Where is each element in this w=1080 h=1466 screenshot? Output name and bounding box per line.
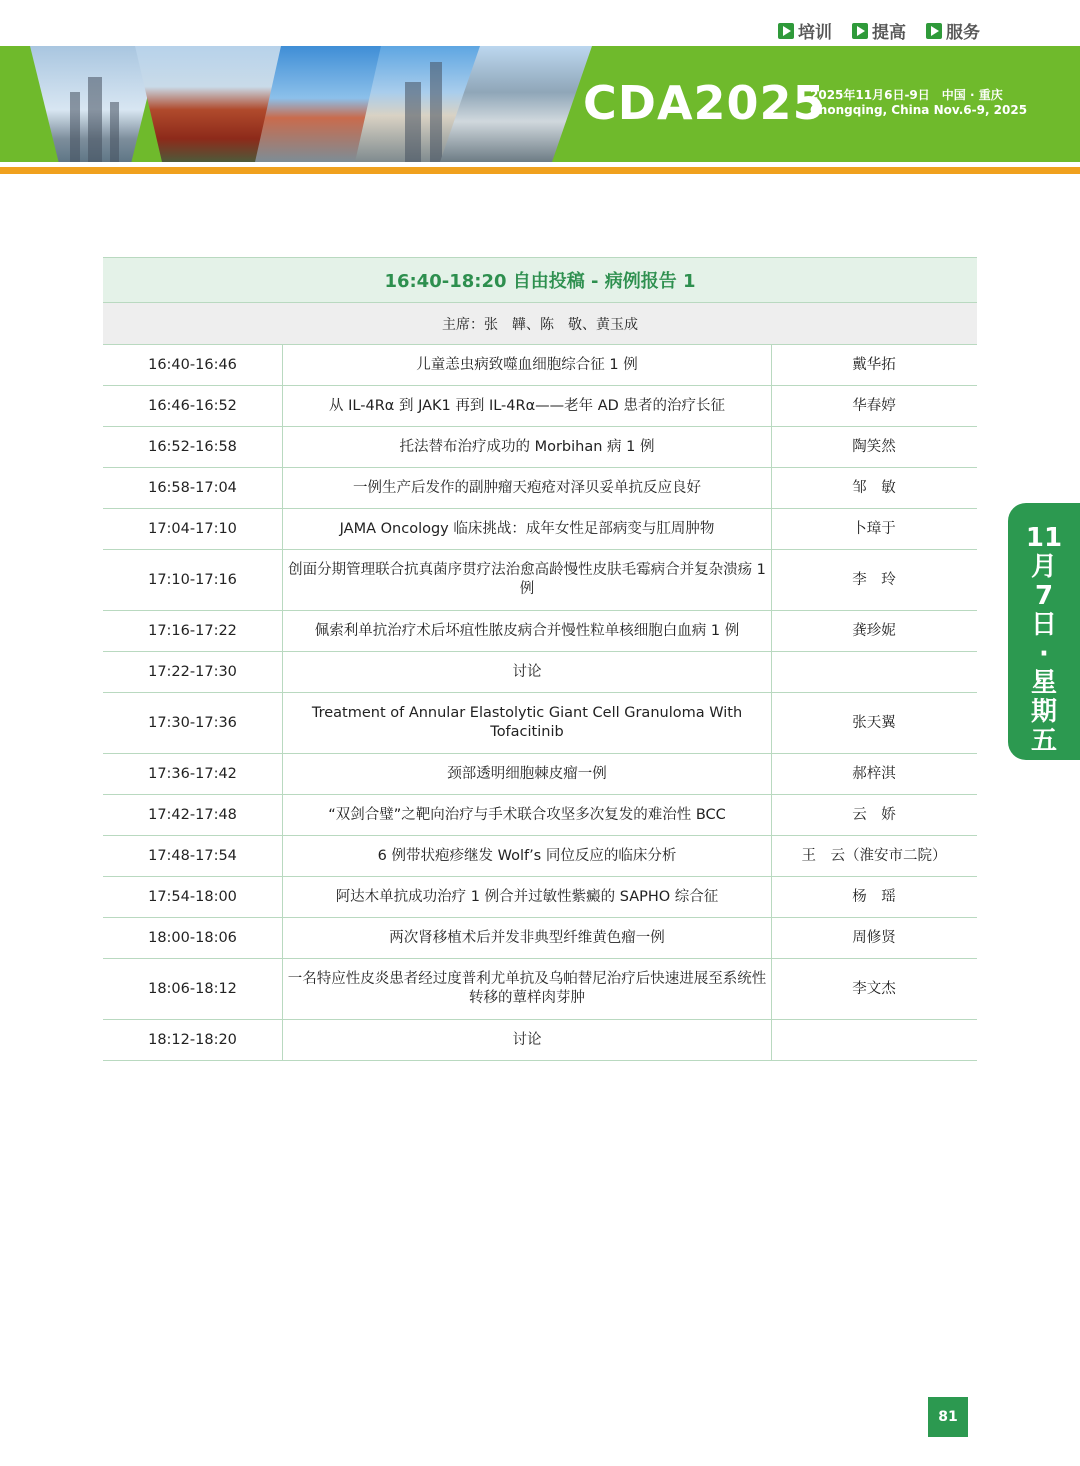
time-cell: 16:40-16:46 bbox=[103, 345, 283, 385]
nav-item-service: 服务 bbox=[926, 18, 980, 43]
speaker-cell: 李 玲 bbox=[852, 571, 896, 588]
topic-cell: 阿达木单抗成功治疗 1 例合并过敏性紫癜的 SAPHO 综合征 bbox=[283, 877, 772, 917]
speaker-cell: 杨 瑶 bbox=[852, 888, 896, 905]
speaker-cell: 华春婷 bbox=[852, 397, 896, 414]
table-row bbox=[103, 652, 977, 693]
top-nav bbox=[778, 18, 980, 43]
nav-item-training: 培训 bbox=[778, 18, 832, 43]
page-number: 81 bbox=[928, 1397, 968, 1437]
table-row bbox=[103, 550, 977, 611]
table-row bbox=[103, 611, 977, 652]
time-cell: 16:46-16:52 bbox=[103, 386, 283, 426]
table-row bbox=[103, 509, 977, 550]
event-date: 2025年11月6日-9日 中国 · 重庆 Chongqing, China Nov.6-9, 2025 bbox=[810, 88, 1028, 117]
topic-cell: JAMA Oncology 临床挑战：成年女性足部病变与肛周肿物 bbox=[283, 509, 772, 549]
table-row bbox=[103, 877, 977, 918]
time-cell: 18:12-18:20 bbox=[103, 1020, 283, 1060]
accent-divider bbox=[0, 167, 1080, 174]
topic-cell: 从 IL-4Rα 到 JAK1 再到 IL-4Rα——老年 AD 患者的治疗长征 bbox=[283, 386, 772, 426]
table-row bbox=[103, 345, 977, 386]
speaker-cell: 云 娇 bbox=[852, 806, 896, 823]
topic-cell: 托法替布治疗成功的 Morbihan 病 1 例 bbox=[283, 427, 772, 467]
speaker-cell: 王 云（淮安市二院） bbox=[801, 847, 947, 864]
time-cell: 17:10-17:16 bbox=[103, 550, 283, 610]
speaker-cell bbox=[772, 1020, 976, 1060]
table-row bbox=[103, 795, 977, 836]
time-cell: 17:42-17:48 bbox=[103, 795, 283, 835]
speaker-cell: 邹 敏 bbox=[852, 479, 896, 496]
speaker-cell: 龚珍妮 bbox=[852, 622, 896, 639]
topic-cell: 讨论 bbox=[283, 652, 772, 692]
speaker-cell: 戴华拓 bbox=[852, 356, 896, 373]
time-cell: 17:30-17:36 bbox=[103, 693, 283, 753]
table-row bbox=[103, 836, 977, 877]
play-arrow-icon bbox=[778, 23, 794, 39]
time-cell: 16:58-17:04 bbox=[103, 468, 283, 508]
topic-cell: 6 例带状疱疹继发 Wolf’s 同位反应的临床分析 bbox=[283, 836, 772, 876]
topic-cell: 颈部透明细胞棘皮瘤一例 bbox=[283, 754, 772, 794]
time-cell: 17:22-17:30 bbox=[103, 652, 283, 692]
speaker-cell: 李文杰 bbox=[852, 980, 896, 997]
session-title: 16:40-18:20 自由投稿 - 病例报告 1 bbox=[103, 257, 977, 303]
time-cell: 18:06-18:12 bbox=[103, 959, 283, 1019]
table-row bbox=[103, 427, 977, 468]
table-row bbox=[103, 386, 977, 427]
speaker-cell: 陶笑然 bbox=[852, 438, 896, 455]
date-side-label: 11 月 7 日 · 星 期 五 bbox=[1025, 523, 1063, 756]
table-row bbox=[103, 754, 977, 795]
speaker-cell: 周修贤 bbox=[852, 929, 896, 946]
play-arrow-icon bbox=[926, 23, 942, 39]
topic-cell: 讨论 bbox=[283, 1020, 772, 1060]
event-title: CDA2025 bbox=[583, 76, 826, 130]
topic-cell: 一例生产后发作的副肿瘤天疱疮对泽贝妥单抗反应良好 bbox=[283, 468, 772, 508]
speaker-cell: 卜璋于 bbox=[852, 520, 896, 537]
time-cell: 17:54-18:00 bbox=[103, 877, 283, 917]
topic-cell: Treatment of Annular Elastolytic Giant Cell Granuloma With Tofacitinib bbox=[283, 693, 772, 753]
time-cell: 17:48-17:54 bbox=[103, 836, 283, 876]
table-row bbox=[103, 959, 977, 1020]
schedule-table bbox=[103, 257, 977, 1061]
header-banner bbox=[0, 46, 1080, 162]
topic-cell: 创面分期管理联合抗真菌序贯疗法治愈高龄慢性皮肤毛霉病合并复杂溃疡 1 例 bbox=[283, 550, 772, 610]
session-chairs: 主席：张 韡、陈 敬、黄玉成 bbox=[103, 303, 977, 345]
time-cell: 17:36-17:42 bbox=[103, 754, 283, 794]
table-row bbox=[103, 1020, 977, 1061]
topic-cell: 两次肾移植术后并发非典型纤维黄色瘤一例 bbox=[283, 918, 772, 958]
time-cell: 18:00-18:06 bbox=[103, 918, 283, 958]
speaker-cell: 郝梓淇 bbox=[852, 765, 896, 782]
time-cell: 17:04-17:10 bbox=[103, 509, 283, 549]
time-cell: 17:16-17:22 bbox=[103, 611, 283, 651]
topic-cell: “双剑合璧”之靶向治疗与手术联合攻坚多次复发的难治性 BCC bbox=[283, 795, 772, 835]
speaker-cell bbox=[772, 652, 976, 692]
time-cell: 16:52-16:58 bbox=[103, 427, 283, 467]
topic-cell: 儿童恙虫病致噬血细胞综合征 1 例 bbox=[283, 345, 772, 385]
table-row bbox=[103, 918, 977, 959]
table-row bbox=[103, 468, 977, 509]
nav-item-improve: 提高 bbox=[852, 18, 906, 43]
speaker-cell: 张天翼 bbox=[852, 714, 896, 731]
topic-cell: 一名特应性皮炎患者经过度普利尤单抗及乌帕替尼治疗后快速进展至系统性转移的蕈样肉芽肿 bbox=[283, 959, 772, 1019]
topic-cell: 佩索利单抗治疗术后坏疽性脓皮病合并慢性粒单核细胞白血病 1 例 bbox=[283, 611, 772, 651]
play-arrow-icon bbox=[852, 23, 868, 39]
table-row bbox=[103, 693, 977, 754]
